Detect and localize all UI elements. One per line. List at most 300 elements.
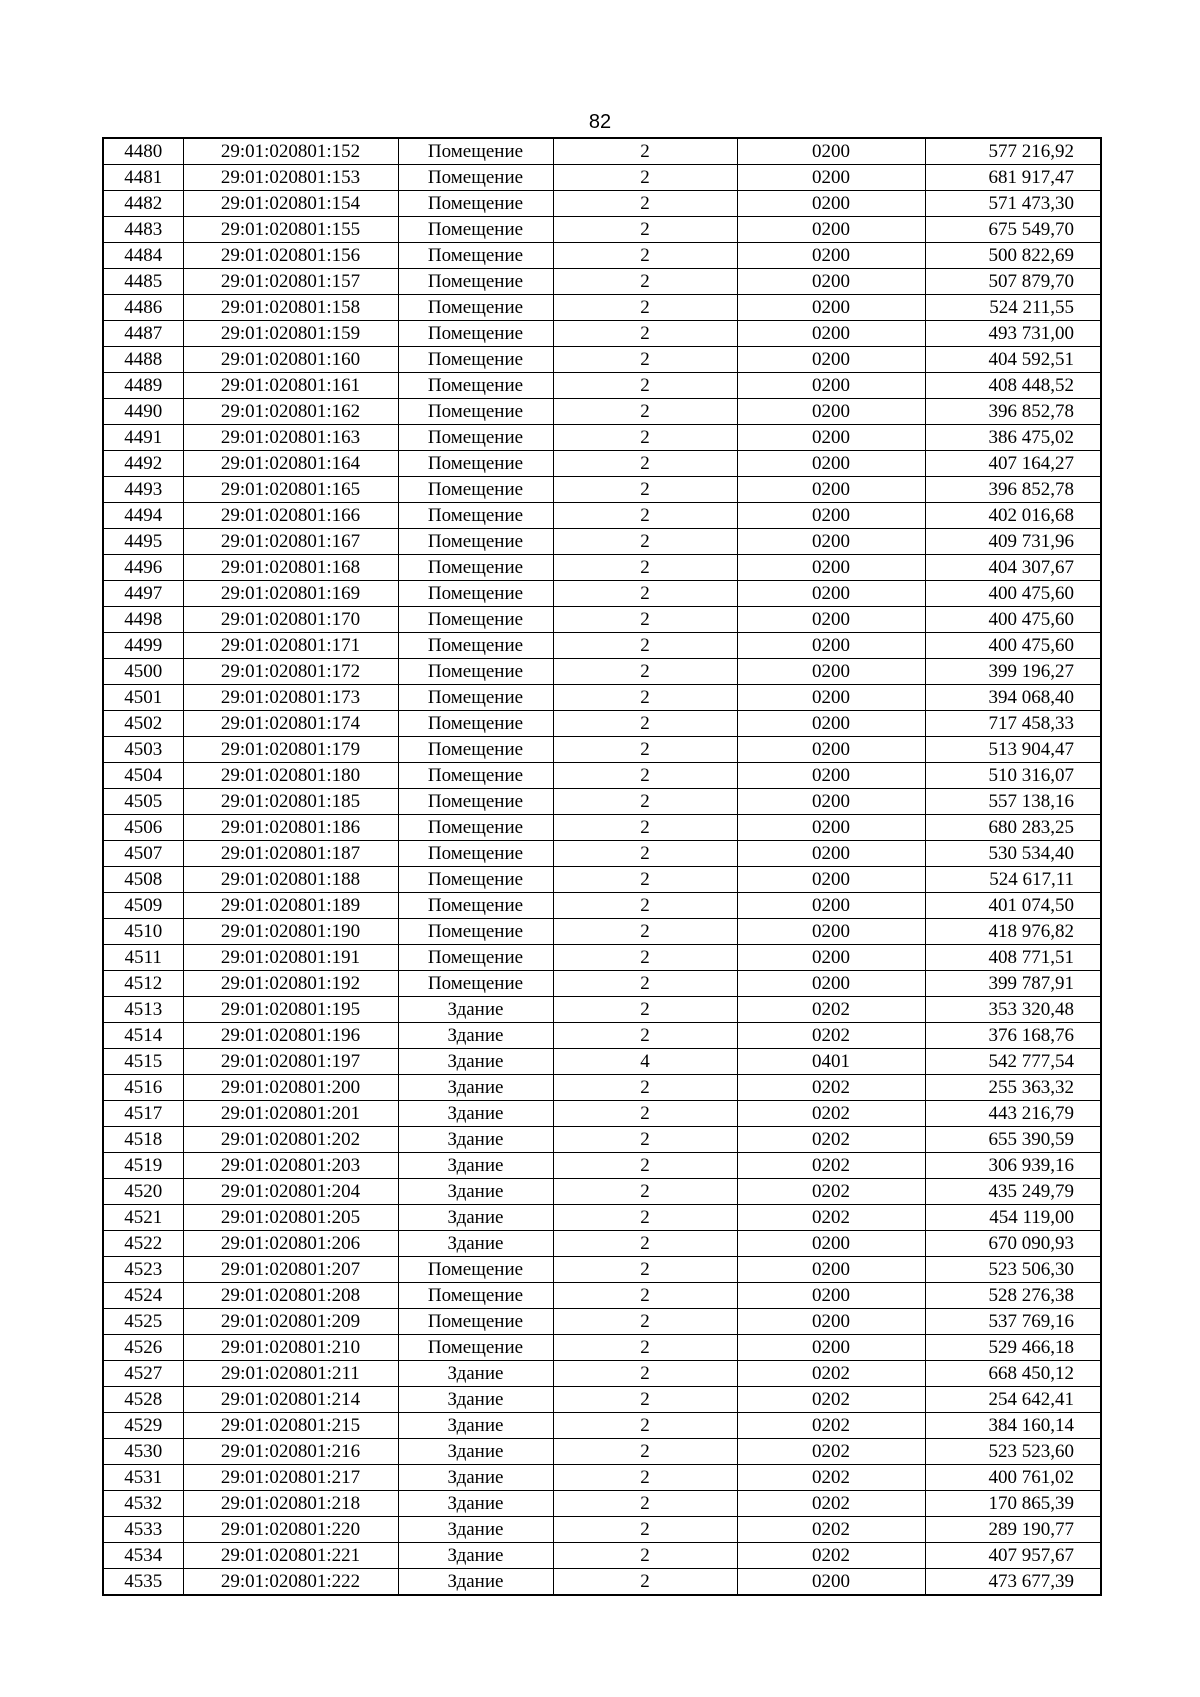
code-cell: 0200 [737,581,925,607]
group-cell: 2 [553,685,737,711]
cadastral-value-cell: 435 249,79 [925,1179,1101,1205]
group-cell: 2 [553,243,737,269]
row-number-cell: 4503 [103,737,183,763]
code-cell: 0200 [737,893,925,919]
code-cell: 0200 [737,737,925,763]
cadastral-value-cell: 409 731,96 [925,529,1101,555]
table-row [103,1153,1101,1179]
cadastral-number-cell: 29:01:020801:163 [183,425,398,451]
table-row [103,503,1101,529]
object-type-cell: Помещение [398,737,553,763]
group-cell: 2 [553,737,737,763]
row-number-cell: 4480 [103,138,183,165]
object-type-cell: Помещение [398,711,553,737]
table-row [103,1439,1101,1465]
row-number-cell: 4504 [103,763,183,789]
code-cell: 0200 [737,1569,925,1596]
cadastral-number-cell: 29:01:020801:180 [183,763,398,789]
table-row [103,269,1101,295]
group-cell: 2 [553,138,737,165]
code-cell: 0202 [737,1127,925,1153]
code-cell: 0200 [737,945,925,971]
code-cell: 0200 [737,425,925,451]
cadastral-value-cell: 524 617,11 [925,867,1101,893]
table-row [103,1023,1101,1049]
row-number-cell: 4523 [103,1257,183,1283]
cadastral-number-cell: 29:01:020801:208 [183,1283,398,1309]
object-type-cell: Помещение [398,633,553,659]
code-cell: 0202 [737,1023,925,1049]
table-row [103,555,1101,581]
cadastral-value-cell: 400 475,60 [925,581,1101,607]
code-cell: 0200 [737,763,925,789]
code-cell: 0200 [737,971,925,997]
object-type-cell: Помещение [398,919,553,945]
group-cell: 2 [553,165,737,191]
object-type-cell: Помещение [398,893,553,919]
table-row [103,1413,1101,1439]
cadastral-value-cell: 289 190,77 [925,1517,1101,1543]
table-row [103,425,1101,451]
group-cell: 2 [553,1127,737,1153]
row-number-cell: 4490 [103,399,183,425]
code-cell: 0200 [737,685,925,711]
group-cell: 2 [553,1569,737,1596]
cadastral-number-cell: 29:01:020801:215 [183,1413,398,1439]
cadastral-value-cell: 542 777,54 [925,1049,1101,1075]
cadastral-number-cell: 29:01:020801:179 [183,737,398,763]
cadastral-number-cell: 29:01:020801:205 [183,1205,398,1231]
table-row [103,633,1101,659]
row-number-cell: 4502 [103,711,183,737]
row-number-cell: 4506 [103,815,183,841]
cadastral-number-cell: 29:01:020801:221 [183,1543,398,1569]
object-type-cell: Помещение [398,815,553,841]
object-type-cell: Помещение [398,451,553,477]
cadastral-number-cell: 29:01:020801:171 [183,633,398,659]
cadastral-value-cell: 306 939,16 [925,1153,1101,1179]
code-cell: 0200 [737,1257,925,1283]
object-type-cell: Помещение [398,217,553,243]
cadastral-value-cell: 655 390,59 [925,1127,1101,1153]
row-number-cell: 4486 [103,295,183,321]
cadastral-number-cell: 29:01:020801:203 [183,1153,398,1179]
table-row [103,945,1101,971]
object-type-cell: Помещение [398,581,553,607]
row-number-cell: 4492 [103,451,183,477]
cadastral-value-cell: 255 363,32 [925,1075,1101,1101]
cadastral-number-cell: 29:01:020801:211 [183,1361,398,1387]
cadastral-value-cell: 523 523,60 [925,1439,1101,1465]
group-cell: 2 [553,1439,737,1465]
group-cell: 2 [553,1179,737,1205]
object-type-cell: Помещение [398,841,553,867]
cadastral-number-cell: 29:01:020801:156 [183,243,398,269]
group-cell: 2 [553,659,737,685]
row-number-cell: 4507 [103,841,183,867]
row-number-cell: 4495 [103,529,183,555]
cadastral-number-cell: 29:01:020801:154 [183,191,398,217]
row-number-cell: 4529 [103,1413,183,1439]
table-row [103,1309,1101,1335]
cadastral-value-cell: 408 448,52 [925,373,1101,399]
table-row [103,815,1101,841]
code-cell: 0200 [737,477,925,503]
group-cell: 2 [553,1465,737,1491]
object-type-cell: Помещение [398,867,553,893]
table-row [103,477,1101,503]
group-cell: 2 [553,711,737,737]
code-cell: 0200 [737,269,925,295]
table-row [103,607,1101,633]
table-row [103,1465,1101,1491]
object-type-cell: Здание [398,1491,553,1517]
object-type-cell: Помещение [398,659,553,685]
cadastral-number-cell: 29:01:020801:218 [183,1491,398,1517]
cadastral-number-cell: 29:01:020801:168 [183,555,398,581]
code-cell: 0200 [737,919,925,945]
group-cell: 2 [553,1075,737,1101]
code-cell: 0200 [737,217,925,243]
cadastral-value-cell: 170 865,39 [925,1491,1101,1517]
object-type-cell: Здание [398,1231,553,1257]
group-cell: 2 [553,1153,737,1179]
cadastral-value-cell: 524 211,55 [925,295,1101,321]
row-number-cell: 4484 [103,243,183,269]
object-type-cell: Помещение [398,191,553,217]
cadastral-number-cell: 29:01:020801:206 [183,1231,398,1257]
code-cell: 0202 [737,997,925,1023]
row-number-cell: 4527 [103,1361,183,1387]
cadastral-number-cell: 29:01:020801:192 [183,971,398,997]
group-cell: 2 [553,607,737,633]
group-cell: 2 [553,789,737,815]
cadastral-value-cell: 400 475,60 [925,633,1101,659]
cadastral-value-cell: 396 852,78 [925,399,1101,425]
group-cell: 2 [553,1283,737,1309]
row-number-cell: 4520 [103,1179,183,1205]
cadastral-number-cell: 29:01:020801:169 [183,581,398,607]
object-type-cell: Помещение [398,529,553,555]
table-row [103,1257,1101,1283]
cadastral-value-cell: 399 196,27 [925,659,1101,685]
cadastral-value-cell: 394 068,40 [925,685,1101,711]
table-row [103,1101,1101,1127]
group-cell: 2 [553,945,737,971]
table-row [103,1491,1101,1517]
row-number-cell: 4485 [103,269,183,295]
cadastral-number-cell: 29:01:020801:195 [183,997,398,1023]
row-number-cell: 4505 [103,789,183,815]
group-cell: 2 [553,477,737,503]
table-row [103,1543,1101,1569]
table-row [103,373,1101,399]
cadastral-number-cell: 29:01:020801:202 [183,1127,398,1153]
object-type-cell: Здание [398,1361,553,1387]
group-cell: 2 [553,867,737,893]
row-number-cell: 4489 [103,373,183,399]
code-cell: 0200 [737,1283,925,1309]
cadastral-value-cell: 668 450,12 [925,1361,1101,1387]
group-cell: 2 [553,399,737,425]
object-type-cell: Помещение [398,165,553,191]
object-type-cell: Помещение [398,269,553,295]
table-row [103,1205,1101,1231]
table-row [103,321,1101,347]
code-cell: 0202 [737,1361,925,1387]
registry-table [102,137,1102,1596]
group-cell: 2 [553,1257,737,1283]
cadastral-number-cell: 29:01:020801:210 [183,1335,398,1361]
cadastral-number-cell: 29:01:020801:197 [183,1049,398,1075]
table-row [103,295,1101,321]
code-cell: 0200 [737,321,925,347]
cadastral-number-cell: 29:01:020801:200 [183,1075,398,1101]
row-number-cell: 4509 [103,893,183,919]
cadastral-number-cell: 29:01:020801:166 [183,503,398,529]
cadastral-number-cell: 29:01:020801:167 [183,529,398,555]
object-type-cell: Здание [398,1075,553,1101]
cadastral-value-cell: 528 276,38 [925,1283,1101,1309]
code-cell: 0200 [737,373,925,399]
cadastral-value-cell: 500 822,69 [925,243,1101,269]
group-cell: 2 [553,295,737,321]
code-cell: 0401 [737,1049,925,1075]
object-type-cell: Помещение [398,399,553,425]
cadastral-number-cell: 29:01:020801:220 [183,1517,398,1543]
cadastral-value-cell: 454 119,00 [925,1205,1101,1231]
cadastral-number-cell: 29:01:020801:152 [183,138,398,165]
object-type-cell: Здание [398,997,553,1023]
cadastral-number-cell: 29:01:020801:188 [183,867,398,893]
table-row [103,217,1101,243]
row-number-cell: 4500 [103,659,183,685]
row-number-cell: 4510 [103,919,183,945]
row-number-cell: 4514 [103,1023,183,1049]
group-cell: 2 [553,1335,737,1361]
object-type-cell: Помещение [398,607,553,633]
row-number-cell: 4482 [103,191,183,217]
object-type-cell: Помещение [398,789,553,815]
object-type-cell: Здание [398,1101,553,1127]
code-cell: 0200 [737,867,925,893]
code-cell: 0200 [737,191,925,217]
table-row [103,971,1101,997]
row-number-cell: 4501 [103,685,183,711]
code-cell: 0200 [737,659,925,685]
table-row [103,1387,1101,1413]
cadastral-number-cell: 29:01:020801:155 [183,217,398,243]
row-number-cell: 4535 [103,1569,183,1596]
code-cell: 0200 [737,451,925,477]
object-type-cell: Здание [398,1179,553,1205]
cadastral-value-cell: 386 475,02 [925,425,1101,451]
table-row [103,711,1101,737]
registry-table-body [103,138,1101,1595]
row-number-cell: 4532 [103,1491,183,1517]
cadastral-value-cell: 493 731,00 [925,321,1101,347]
code-cell: 0200 [737,1335,925,1361]
table-row [103,763,1101,789]
object-type-cell: Помещение [398,1309,553,1335]
object-type-cell: Помещение [398,138,553,165]
group-cell: 2 [553,529,737,555]
object-type-cell: Помещение [398,477,553,503]
row-number-cell: 4521 [103,1205,183,1231]
group-cell: 2 [553,1101,737,1127]
cadastral-value-cell: 670 090,93 [925,1231,1101,1257]
code-cell: 0200 [737,633,925,659]
object-type-cell: Здание [398,1387,553,1413]
object-type-cell: Помещение [398,295,553,321]
code-cell: 0200 [737,1231,925,1257]
group-cell: 2 [553,373,737,399]
page-number: 82 [588,111,612,133]
table-row [103,451,1101,477]
table-row [103,138,1101,165]
table-row [103,1283,1101,1309]
object-type-cell: Здание [398,1543,553,1569]
cadastral-value-cell: 510 316,07 [925,763,1101,789]
cadastral-number-cell: 29:01:020801:153 [183,165,398,191]
code-cell: 0202 [737,1543,925,1569]
cadastral-value-cell: 717 458,33 [925,711,1101,737]
object-type-cell: Помещение [398,555,553,581]
row-number-cell: 4515 [103,1049,183,1075]
code-cell: 0202 [737,1101,925,1127]
cadastral-value-cell: 418 976,82 [925,919,1101,945]
object-type-cell: Помещение [398,1335,553,1361]
group-cell: 2 [553,1361,737,1387]
table-row [103,581,1101,607]
cadastral-value-cell: 681 917,47 [925,165,1101,191]
table-row [103,1049,1101,1075]
row-number-cell: 4525 [103,1309,183,1335]
cadastral-value-cell: 254 642,41 [925,1387,1101,1413]
code-cell: 0200 [737,503,925,529]
group-cell: 2 [553,347,737,373]
code-cell: 0202 [737,1153,925,1179]
row-number-cell: 4488 [103,347,183,373]
cadastral-value-cell: 400 475,60 [925,607,1101,633]
object-type-cell: Здание [398,1569,553,1596]
code-cell: 0202 [737,1179,925,1205]
object-type-cell: Здание [398,1023,553,1049]
object-type-cell: Здание [398,1205,553,1231]
group-cell: 2 [553,1413,737,1439]
object-type-cell: Здание [398,1465,553,1491]
cadastral-number-cell: 29:01:020801:174 [183,711,398,737]
group-cell: 2 [553,1543,737,1569]
object-type-cell: Помещение [398,347,553,373]
cadastral-number-cell: 29:01:020801:161 [183,373,398,399]
group-cell: 2 [553,321,737,347]
code-cell: 0202 [737,1413,925,1439]
group-cell: 2 [553,1205,737,1231]
cadastral-number-cell: 29:01:020801:160 [183,347,398,373]
code-cell: 0200 [737,555,925,581]
cadastral-number-cell: 29:01:020801:216 [183,1439,398,1465]
row-number-cell: 4511 [103,945,183,971]
group-cell: 2 [553,191,737,217]
row-number-cell: 4534 [103,1543,183,1569]
table-row [103,1179,1101,1205]
object-type-cell: Помещение [398,321,553,347]
table-row [103,789,1101,815]
object-type-cell: Здание [398,1127,553,1153]
group-cell: 2 [553,893,737,919]
row-number-cell: 4483 [103,217,183,243]
table-row [103,347,1101,373]
code-cell: 0200 [737,789,925,815]
cadastral-number-cell: 29:01:020801:217 [183,1465,398,1491]
cadastral-value-cell: 523 506,30 [925,1257,1101,1283]
cadastral-value-cell: 443 216,79 [925,1101,1101,1127]
row-number-cell: 4518 [103,1127,183,1153]
object-type-cell: Здание [398,1517,553,1543]
table-row [103,919,1101,945]
object-type-cell: Помещение [398,1257,553,1283]
cadastral-value-cell: 407 164,27 [925,451,1101,477]
cadastral-number-cell: 29:01:020801:189 [183,893,398,919]
cadastral-number-cell: 29:01:020801:164 [183,451,398,477]
row-number-cell: 4496 [103,555,183,581]
table-row [103,867,1101,893]
code-cell: 0202 [737,1465,925,1491]
table-row [103,1127,1101,1153]
group-cell: 2 [553,997,737,1023]
object-type-cell: Помещение [398,971,553,997]
cadastral-value-cell: 557 138,16 [925,789,1101,815]
code-cell: 0202 [737,1439,925,1465]
cadastral-value-cell: 473 677,39 [925,1569,1101,1596]
row-number-cell: 4524 [103,1283,183,1309]
cadastral-value-cell: 571 473,30 [925,191,1101,217]
code-cell: 0200 [737,165,925,191]
table-row [103,1231,1101,1257]
object-type-cell: Здание [398,1439,553,1465]
cadastral-value-cell: 537 769,16 [925,1309,1101,1335]
code-cell: 0200 [737,815,925,841]
group-cell: 2 [553,503,737,529]
table-row [103,893,1101,919]
group-cell: 2 [553,971,737,997]
table-row [103,737,1101,763]
cadastral-number-cell: 29:01:020801:187 [183,841,398,867]
cadastral-value-cell: 399 787,91 [925,971,1101,997]
row-number-cell: 4526 [103,1335,183,1361]
object-type-cell: Помещение [398,945,553,971]
table-row [103,1075,1101,1101]
code-cell: 0200 [737,607,925,633]
group-cell: 2 [553,555,737,581]
group-cell: 2 [553,269,737,295]
row-number-cell: 4517 [103,1101,183,1127]
code-cell: 0200 [737,1309,925,1335]
cadastral-number-cell: 29:01:020801:173 [183,685,398,711]
group-cell: 2 [553,1309,737,1335]
cadastral-number-cell: 29:01:020801:191 [183,945,398,971]
code-cell: 0200 [737,347,925,373]
object-type-cell: Помещение [398,685,553,711]
cadastral-value-cell: 401 074,50 [925,893,1101,919]
group-cell: 2 [553,1387,737,1413]
code-cell: 0200 [737,138,925,165]
row-number-cell: 4530 [103,1439,183,1465]
table-row [103,529,1101,555]
object-type-cell: Здание [398,1049,553,1075]
code-cell: 0202 [737,1491,925,1517]
